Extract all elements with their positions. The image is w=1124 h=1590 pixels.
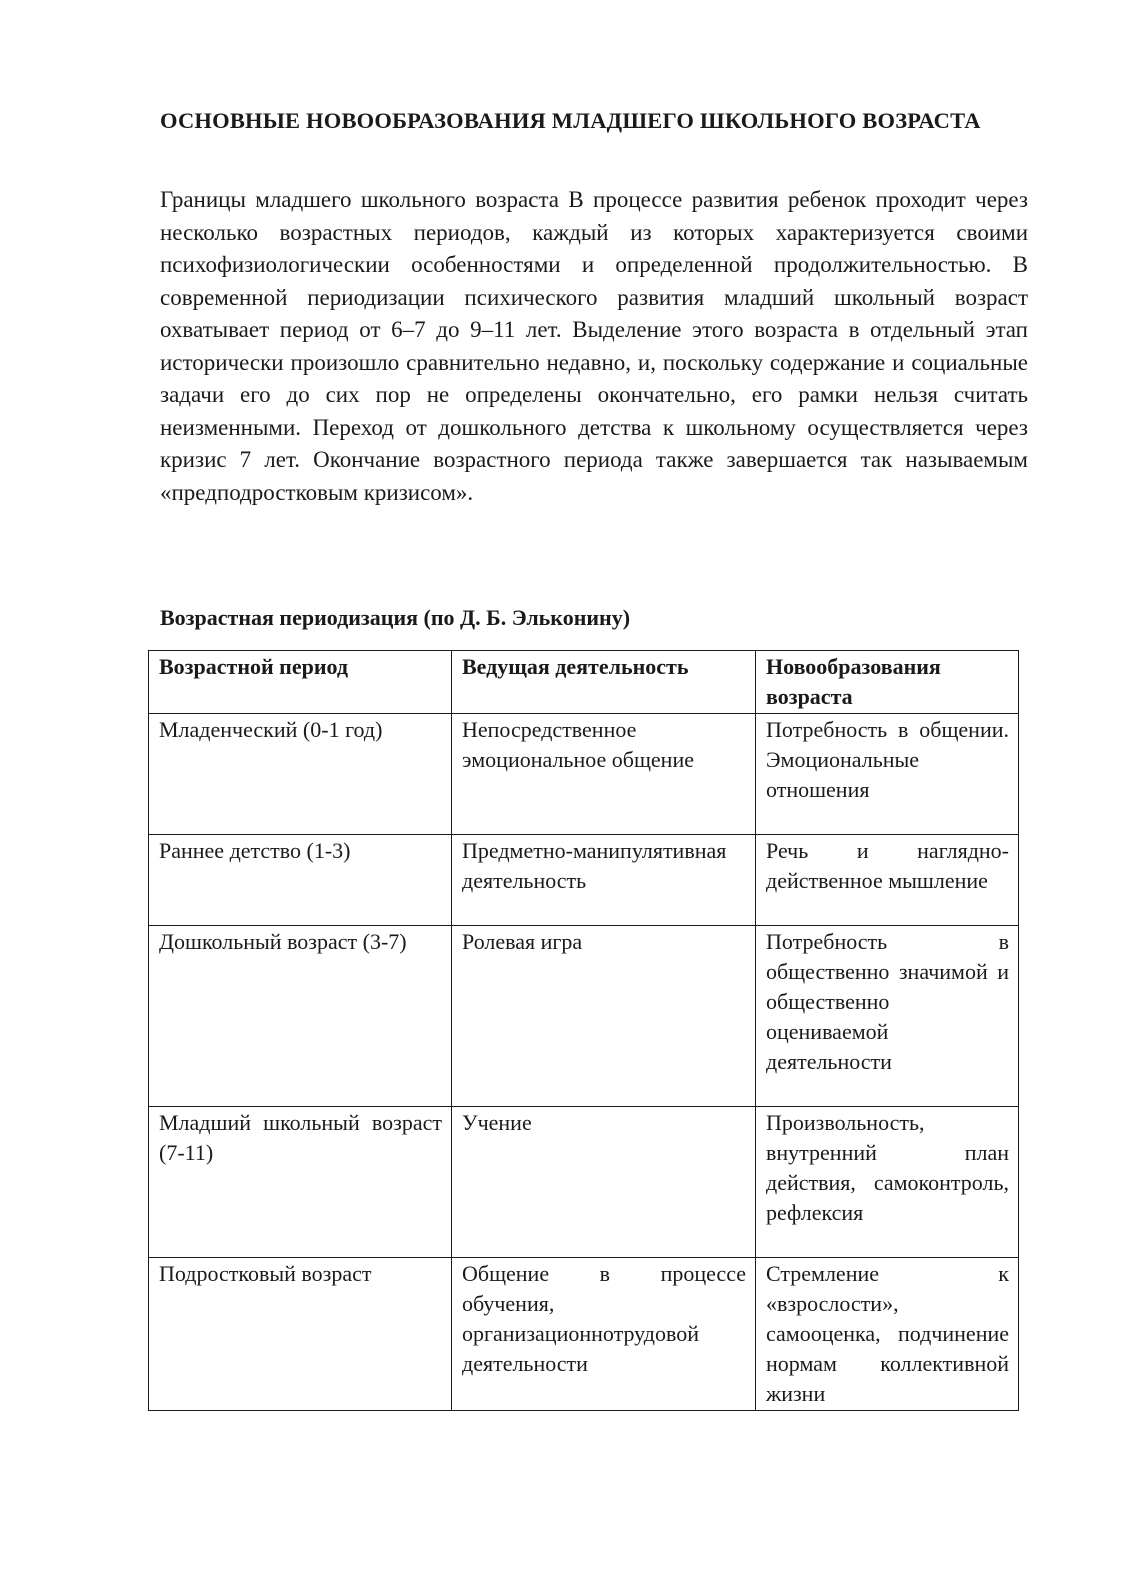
cell-period: Подростковый возраст [149, 1258, 452, 1411]
cell-neoformation: Произвольность, внутренний план действия, самоконтроль, рефлексия [756, 1107, 1019, 1258]
header-period: Возрастной период [149, 651, 452, 714]
document-title: ОСНОВНЫЕ НОВООБРАЗОВАНИЯ МЛАДШЕГО ШКОЛЬНОГО ВОЗРАСТА [160, 108, 981, 133]
cell-activity: Ролевая игра [452, 926, 756, 1107]
table-row [149, 1107, 1019, 1258]
header-activity: Ведущая деятельность [452, 651, 756, 714]
cell-neoformation: Стремление к «взрослости», самооценка, подчинение нормам коллективной жизни [756, 1258, 1019, 1411]
cell-period: Дошкольный возраст (3-7) [149, 926, 452, 1107]
cell-neoformation: Речь и наглядно-действенное мышление [756, 835, 1019, 926]
table-caption: Возрастная периодизация (по Д. Б. Эльконину) [160, 605, 631, 630]
cell-activity: Учение [452, 1107, 756, 1258]
header-neoformation: Новообразования возраста [756, 651, 1019, 714]
cell-activity: Непосредственное эмоциональное общение [452, 714, 756, 835]
cell-period: Раннее детство (1-3) [149, 835, 452, 926]
table-row [149, 926, 1019, 1107]
intro-paragraph: Границы младшего школьного возраста В процессе развития ребенок проходит через несколько возрастных периодов, каждый из которых характеризуется своими психофизиологическии особенностями и определенной продолжительностью. В современной периодизации психического развития младший школьный возраст охватывает период от 6–7 до 9–11 лет. Выделение этого возраста в отдельный этап исторически произошло сравнительно недавно, и, поскольку содержание и социальные задачи его до сих пор не определены окончательно, его рамки нельзя считать неизменными. Переход от дошкольного детства к школьному осуществляется через кризис 7 лет. Окончание возрастного периода также завершается так называемым «предподростковым кризисом». [160, 187, 1028, 505]
periodization-table [148, 650, 1019, 1411]
cell-period: Младенческий (0-1 год) [149, 714, 452, 835]
cell-activity: Предметно-манипулятивная деятельность [452, 835, 756, 926]
table-header-row [149, 651, 1019, 714]
table-row [149, 714, 1019, 835]
table-row [149, 1258, 1019, 1411]
cell-period: Младший школьный возраст (7-11) [149, 1107, 452, 1258]
cell-neoformation: Потребность в общественно значимой и общественно оцениваемой деятельности [756, 926, 1019, 1107]
table-row [149, 835, 1019, 926]
cell-activity: Общение в процессе обучения, организационнотрудовой деятельности [452, 1258, 756, 1411]
cell-neoformation: Потребность в общении. Эмоциональные отношения [756, 714, 1019, 835]
